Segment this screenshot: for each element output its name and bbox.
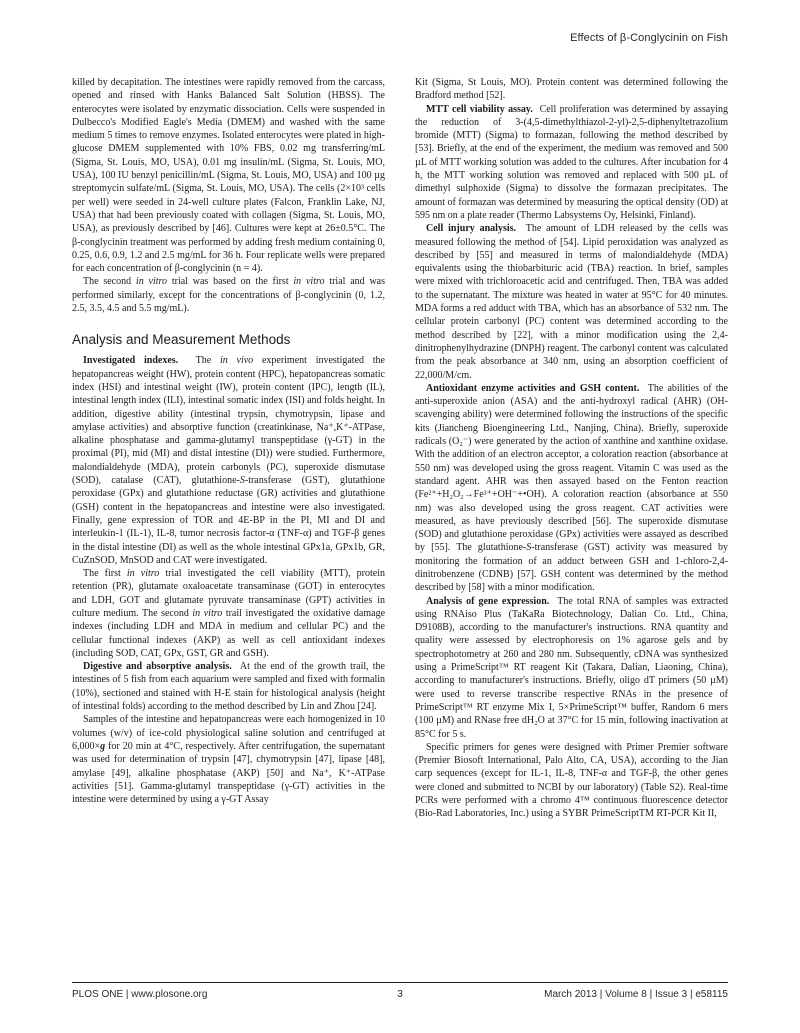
paragraph [72, 713, 385, 806]
text-run: S [239, 475, 245, 487]
text-run: experiment investigated the hepatopancreas weight (HW), protein content (HPC), hepatopancreas somatic index (HSI) and intestinal weight (IW), protein content (IPC), length (IL), intestinal length index (ILI), intestinal somatic index (ISI) and folds height. In addition, digestive ability (intestinal trypsin, chymotrypsin, lipase and amylase activities) and absorptive function (creatinkinase, Na⁺,K⁺-ATPase, alkaline phosphatase and gamma-glutamyl transpeptidase (γ-GT) in the proximal (PI), mid (MI) and distal intestine (DI)) were studied. Furthermore, malondialdehyde (MDA), protein carbonyls (PC), superoxide dismutase (SOD), catalase (CAT), glutathione- [72, 355, 385, 487]
paragraph [72, 275, 385, 315]
text-run: in vivo [219, 355, 254, 367]
text-run: MTT cell viability assay. [426, 103, 540, 115]
text-run: trial investigated the cell viability (MTT), protein retention (PR), glutamate oxaloacetate transaminase (GOT) in enterocytes and LDH, GOT and glutamate pyruvate transaminase (GPT) activities in culture medium. The second [72, 568, 386, 619]
text-run: The abilities of the anti-superoxide anion (ASA) and the anti-hydroxyl radical (AHR) (OH-scavenging ability) were determined following the instructions of the specific kits (Jiancheng Bioengineering Ltd., Nanjing, China). Briefly, superoxide radicals (O₂⁻) were generated by the action of xanthine and xanthine oxidase. With the addition of an electron acceptor, a coloration reaction (absorbance at 550 nm) was developed using the gross reagent. Vitamin C was used as the standard agent. AHR was then assayed based on the Fenton reaction (Fe²⁺+H₂O₂→Fe³⁺+OH⁻+•OH). A coloration reaction (absorbance at 550 nm) was also developed using the gross reagent. CAT activities were measured, as have previously described [56]. The superoxide dismutase (SOD) and glutathione peroxidase (GPx) activities were assayed as described by [55]. The glutathione- [415, 382, 728, 554]
text-run: Investigated indexes. [83, 355, 196, 367]
text-run: Digestive and absorptive analysis. [83, 661, 240, 673]
text-run: trial was based on the first [167, 276, 294, 288]
text-run: The amount of LDH released by the cells was measured following the method of [54]. Lipid peroxidation was analyzed as described by [55] and measured in terms of malondialdehyde (MDA) equivalents using the thiobarbituric acid (TBA) reaction. In brief, samples were mixed with trichloroacetic acid and centrifuged. Then, TBA was added to the supernatant. The mixture was heated in water at 95°C for 40 minutes. MDA forms a red adduct with TBA, which has an absorbance of 532 nm. The cellular protein carbonyl (PC) content was determined according to the method described by [22], with a minor modification using the 2,4-dinitrophenylhydrazine (DNPH) reagent. The carbonyl content was calculated from the peak absorbance at 340 nm, using an absorption coefficient of 22,000/M/cm. [415, 223, 728, 381]
text-run: in vitro [293, 276, 325, 288]
paragraph [415, 382, 728, 595]
paragraph [415, 222, 728, 382]
column-right [415, 76, 728, 821]
paragraph [415, 741, 728, 821]
text-run: Cell proliferation was determined by assaying the reduction of 3-(4,5-dimethylthiazol-2-yl)-2,5-diphenyltetrazolium bromide (MTT) (Sigma) to formazan, following the method described by [53]. Briefly, at the end of the experiment, the medium was removed and 500 µL of MTT working solution was added to the cultures. After incubation for 4 h, the MTT working solution was removed and replaced with 500 µL of dimethyl sulphoxide (Sigma) to dissolve the formazan precipitates. The amount of formazan was determined by measuring the optical density (OD) at 595 nm on a plate reader (Thermo Labsystems Oy, Helsinki, Finland). [415, 103, 728, 221]
paragraph [415, 76, 728, 103]
text-run: Kit (Sigma, St Louis, MO). Protein content was determined following the Bradford method [52]. [415, 77, 728, 102]
text-run: At the end of the growth trail, the intestines of 5 fish from each aquarium were sampled and fixed with formalin (10%), sectioned and stained with H-E stain for histological analysis (height of intestinal folds) according to the method described by Lin and Zhou [24]. [72, 661, 385, 713]
text-run: -transferase (GST) activity was measured by monitoring the formation of an adduct between GSH and 1-chloro-2,4-dinitrobenzene (CDNB) [57]. GSH content was determined by the method described by [58] with a minor modification. [415, 542, 728, 594]
text-run: The second [83, 276, 136, 288]
text-run: The first [83, 568, 127, 580]
paragraph [72, 567, 385, 660]
text-run: Antioxidant enzyme activities and GSH content. [426, 382, 648, 394]
footer-page-number: 3 [397, 989, 403, 1000]
text-run: in vitro [192, 607, 223, 619]
paragraph [72, 660, 385, 713]
text-run: S [526, 542, 532, 554]
text-run: in vitro [126, 568, 160, 580]
text-run: g [100, 740, 106, 752]
text-run: -transferase (GST), glutathione peroxidase (GPx) and glutathione reductase (GR) activities and glutathione (GSH) content in the hepatopancreas and intestine were also investigated. Finally, gene expression of TOR and 4E-BP in the PI, MI and DI and interleukin-1 (IL-1), IL-8, tumor necrosis factor-α (TNF-α) and TGF-β genes in the distal intestine (DI) as well as the whole intestinal GPx1a, GPx1b, GR, CuZnSOD, MnSOD and CAT were investigated. [72, 475, 385, 566]
paragraph [415, 595, 728, 741]
paragraph [72, 76, 385, 275]
footer-journal: PLOS ONE | www.plosone.org [72, 989, 208, 1000]
paragraph [72, 354, 385, 567]
text-run: killed by decapitation. The intestines were rapidly removed from the carcass, opened and rinsed with Hanks Balanced Salt Solution (HBSS). The enterocytes were isolated by enzymatic dissociation. Cells were suspended in Dulbecco's Modified Eagle's Media (DMEM) and washed with the same medium 5 times to remove enzymes. Isolated enterocytes were plated in high-glucose DMEM supplemented with 10% FBS, 0.02 mg transferring/mL (Sigma, St. Louis, MO, USA), 0.01 mg insulin/mL (Sigma, St. Louis, MO, USA), 100 IU benzyl penicillin/mL (Sigma, St. Louis, MO, USA) and 100 µg streptomycin sulfate/mL (Sigma, St. Louis, MO, USA). The cells (2×10³ cells per well) were seeded in 24-well culture plates (Falcon, Franklin Lake, NJ, USA) that had been previously coated with collagen (Sigma, St. Louis, MO, USA), as previously described by [46]. Cultures were kept at 26±0.5°C. The β-conglycinin treatment was performed by adding fresh medium containing 0, 0.25, 0.6, 0.9, 1.2 and 2.5 mg/mL for 36 h. Four replicate wells were prepared for each concentration of β-conglycinin (n = 4). [72, 77, 385, 275]
page-body [72, 76, 728, 821]
text-run: Specific primers for genes were designed with Primer Premier software (Premier Biosoft International, Palo Alto, CA, USA), according to the Jian carp sequences (except for IL-1, IL-8, TNF-α and TGF-β, the other genes were cloned and submitted to NCBI by our laboratory) (Table S2). Real-time PCRs were performed with a chromo 4™ continuous fluorescence detector (Bio-Rad Laboratories, Inc.) using a SYBR PrimeScriptTM RT-PCR Kit II, [415, 741, 728, 820]
text-run: The total RNA of samples was extracted using RNAiso Plus (TaKaRa Biotechnology, Dalian Co. Ltd., China, D9108B), according to the manufacturer's instructions. RNA quantity and quality were assessed by electrophoresis on 1% agarose gels and by spectrophotometry at 260 and 280 nm. Subsequently, cDNA was synthesized using a PrimeScript™ RT reagent Kit (Takara, Dalian, Liaoning, China), according to manufacturer's instructions. Briefly, oligo dT primers (50 µM) were used to reverse transcribe respective RNAs in the presence of PrimeScript™ RT enzyme Mix I, 5×PrimeScript™ buffer, Random 6 mers (100 µM) and RNase free dH₂O at 37°C for 15 min, following inactivation at 85°C for 5 s. [415, 595, 729, 740]
column-left [72, 76, 385, 821]
text-run: for 20 min at 4°C, respectively. After centrifugation, the supernatant was used for determination of trypsin [47], chymotrypsin [47], lipase [48], amylase [49], alkaline phosphatase (AKP) [50] and Na⁺, K⁺-ATPase activities [51]. Gamma-glutamyl transpeptidase (γ-GT) activities in the intestine were determined by using a γ-GT Assay [72, 740, 385, 806]
text-run: Analysis of gene expression. [426, 595, 558, 607]
footer-divider [72, 982, 728, 983]
text-run: trail investigated the oxidative damage indexes (including LDH and MDA in medium and cellular PC) and the cellular functional indexes (AKP) as well as cell antioxidant indexes (including SOD, CAT, GPx, GST, GR and GSH). [72, 607, 386, 659]
text-run: trial and was performed similarly, except for the concentrations of β-conglycinin (0, 1.2, 2.5, 3.5, 4.5 and 5.5 mg/mL). [72, 276, 386, 315]
text-run: Samples of the intestine and hepatopancreas were each homogenized in 10 volumes (w/v) of ice-cold physiological saline solution and centrifuged at 6,000× [72, 714, 385, 752]
text-run: Cell injury analysis. [426, 223, 526, 235]
paragraph [415, 103, 728, 223]
section-heading: Analysis and Measurement Methods [72, 332, 291, 348]
text-run: in vitro [135, 276, 168, 288]
running-head: Effects of β-Conglycinin on Fish [570, 32, 728, 44]
text-run: The [195, 355, 220, 367]
footer-citation: March 2013 | Volume 8 | Issue 3 | e58115 [544, 989, 728, 1000]
